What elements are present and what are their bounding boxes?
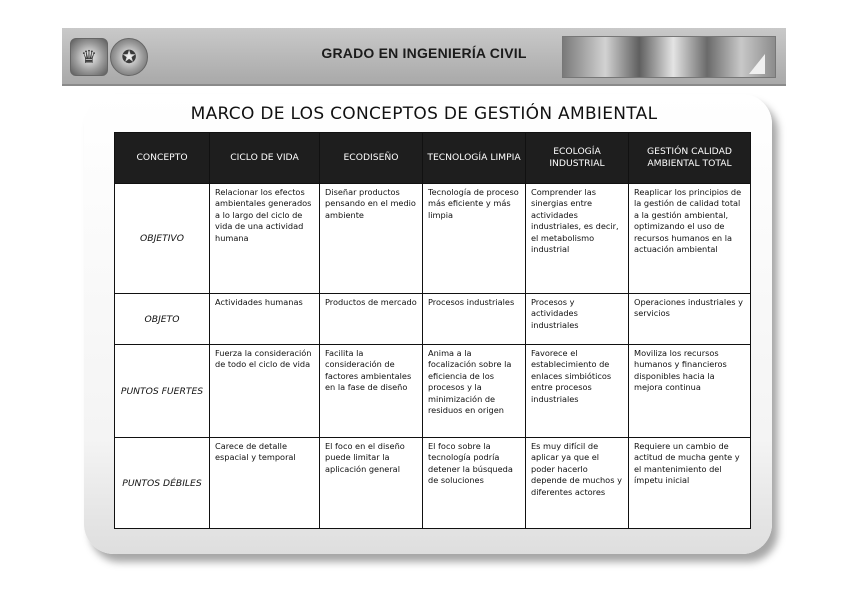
row-label: PUNTOS FUERTES <box>115 345 210 438</box>
table-header-row <box>115 133 751 184</box>
table-cell: Procesos industriales <box>423 294 526 345</box>
coat-of-arms-icon: ♛ <box>70 38 108 76</box>
table-row <box>115 184 751 294</box>
university-seal-icon: ✪ <box>110 38 148 76</box>
header-cell: TECNOLOGÍA LIMPIA <box>423 133 526 184</box>
table-cell: Procesos y actividades industriales <box>526 294 629 345</box>
row-label: PUNTOS DÉBILES <box>115 438 210 529</box>
table-cell: Requiere un cambio de actitud de mucha gente y el mantenimiento del ímpetu inicial <box>629 438 751 529</box>
row-label: OBJETO <box>115 294 210 345</box>
slide-title: MARCO DE LOS CONCEPTOS DE GESTIÓN AMBIENTAL <box>190 104 658 124</box>
header-cell: ECODISEÑO <box>320 133 423 184</box>
table-cell: Reaplicar los principios de la gestión de calidad total a la gestión ambiental, optimizando el uso de recursos humanos en la actuación ambiental <box>629 184 751 294</box>
table-cell: Favorece el establecimiento de enlaces simbióticos entre procesos industriales <box>526 345 629 438</box>
table-cell: Actividades humanas <box>210 294 320 345</box>
header-cell: ECOLOGÍA INDUSTRIAL <box>526 133 629 184</box>
table-cell: Comprender las sinergias entre actividades industriales, es decir, el metabolismo industrial <box>526 184 629 294</box>
table-cell: El foco en el diseño puede limitar la aplicación general <box>320 438 423 529</box>
row-label: OBJETIVO <box>115 184 210 294</box>
header-cell: CICLO DE VIDA <box>210 133 320 184</box>
table-row <box>115 345 751 438</box>
header-title: GRADO EN INGENIERÍA CIVIL <box>321 45 527 61</box>
table-cell: Operaciones industriales y servicios <box>629 294 751 345</box>
header-cell: GESTIÓN CALIDAD AMBIENTAL TOTAL <box>629 133 751 184</box>
table-cell: Anima a la focalización sobre la eficiencia de los procesos y la minimización de residuos en origen <box>423 345 526 438</box>
table-cell: Es muy difícil de aplicar ya que el poder hacerlo depende de muchos y diferentes actores <box>526 438 629 529</box>
table-cell: Carece de detalle espacial y temporal <box>210 438 320 529</box>
header-cell: CONCEPTO <box>115 133 210 184</box>
table-cell: Diseñar productos pensando en el medio ambiente <box>320 184 423 294</box>
table-cell: Productos de mercado <box>320 294 423 345</box>
table-row <box>115 294 751 345</box>
table-cell: Facilita la consideración de factores ambientales en la fase de diseño <box>320 345 423 438</box>
table-cell: Tecnología de proceso más eficiente y más limpia <box>423 184 526 294</box>
header-bar <box>62 28 786 86</box>
table-row <box>115 438 751 529</box>
concepts-table <box>114 132 751 529</box>
table-cell: El foco sobre la tecnología podría detener la búsqueda de soluciones <box>423 438 526 529</box>
civil-engineering-photo-strip <box>562 36 776 78</box>
table-cell: Fuerza la consideración de todo el ciclo de vida <box>210 345 320 438</box>
table-cell: Moviliza los recursos humanos y financieros disponibles hacia la mejora continua <box>629 345 751 438</box>
table-cell: Relacionar los efectos ambientales generados a lo largo del ciclo de vida de una actividad humana <box>210 184 320 294</box>
